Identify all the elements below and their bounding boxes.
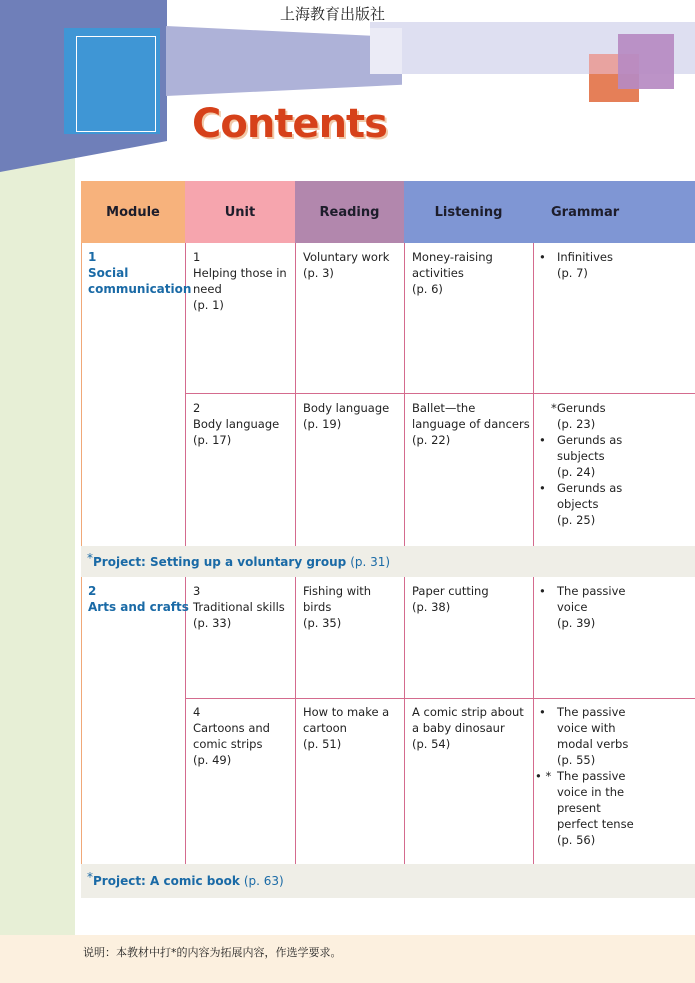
header-listening: Listening	[404, 181, 533, 243]
list-item: • Infinitives (p. 7)	[539, 250, 613, 280]
header-module: Module	[81, 181, 185, 243]
list-item: • * The passive voice in the present perfect tense (p. 56)	[535, 769, 634, 847]
reading-cell: Fishing with birds (p. 35)	[303, 584, 372, 630]
grammar-cell	[533, 704, 683, 848]
grid-line	[185, 393, 695, 394]
reading-cell: Body language (p. 19)	[303, 401, 390, 431]
project-row: * Project: Setting up a voluntary group (p. 31)	[81, 546, 695, 577]
grid-line	[185, 698, 695, 699]
grid-line	[185, 577, 186, 864]
grammar-cell	[533, 249, 683, 281]
white-frame-decoration	[76, 36, 156, 132]
listening-cell: A comic strip about a baby dinosaur (p. 54)	[412, 705, 524, 751]
project-row: * Project: A comic book (p. 63)	[81, 864, 695, 898]
header-unit: Unit	[185, 181, 295, 243]
beam-decoration	[166, 26, 402, 96]
unit-cell: 2 Body language (p. 17)	[193, 401, 280, 447]
listening-cell: Money-raising activities (p. 6)	[412, 250, 493, 296]
grid-line	[295, 243, 296, 546]
footnote: 说明：本教材中打*的内容为拓展内容，作选学要求。	[83, 946, 342, 959]
grammar-cell	[533, 583, 683, 631]
module-cell: 2 Arts and crafts	[88, 584, 189, 614]
unit-cell: 4 Cartoons and comic strips (p. 49)	[193, 705, 270, 767]
unit-cell: 3 Traditional skills (p. 33)	[193, 584, 285, 630]
reading-cell: Voluntary work (p. 3)	[303, 250, 390, 280]
list-item: • The passive voice (p. 39)	[539, 584, 626, 630]
list-item: • The passive voice with modal verbs (p. 55)	[539, 705, 629, 767]
header-grammar: Grammar	[533, 181, 695, 243]
unit-cell: 1 Helping those in need (p. 1)	[193, 250, 287, 312]
beam-light-overlap	[370, 28, 402, 74]
contents-table	[81, 181, 695, 898]
module-cell: 1 Social communication	[88, 250, 192, 296]
publisher-name: 上海教育出版社	[280, 5, 386, 23]
grammar-cell	[533, 400, 683, 528]
page-title: Contents	[192, 101, 387, 147]
reading-cell: How to make a cartoon (p. 51)	[303, 705, 390, 751]
listening-cell: Paper cutting (p. 38)	[412, 584, 489, 614]
grid-line	[295, 577, 296, 864]
listening-cell: Ballet—the language of dancers (p. 22)	[412, 401, 530, 447]
grid-line	[404, 577, 405, 864]
list-item: * Gerunds (p. 23)	[551, 401, 606, 431]
list-item: • Gerunds as objects (p. 25)	[539, 481, 623, 527]
header-reading: Reading	[295, 181, 404, 243]
list-item: • Gerunds as subjects (p. 24)	[539, 433, 623, 479]
grid-line	[404, 243, 405, 546]
purple-square-decoration	[618, 34, 674, 89]
